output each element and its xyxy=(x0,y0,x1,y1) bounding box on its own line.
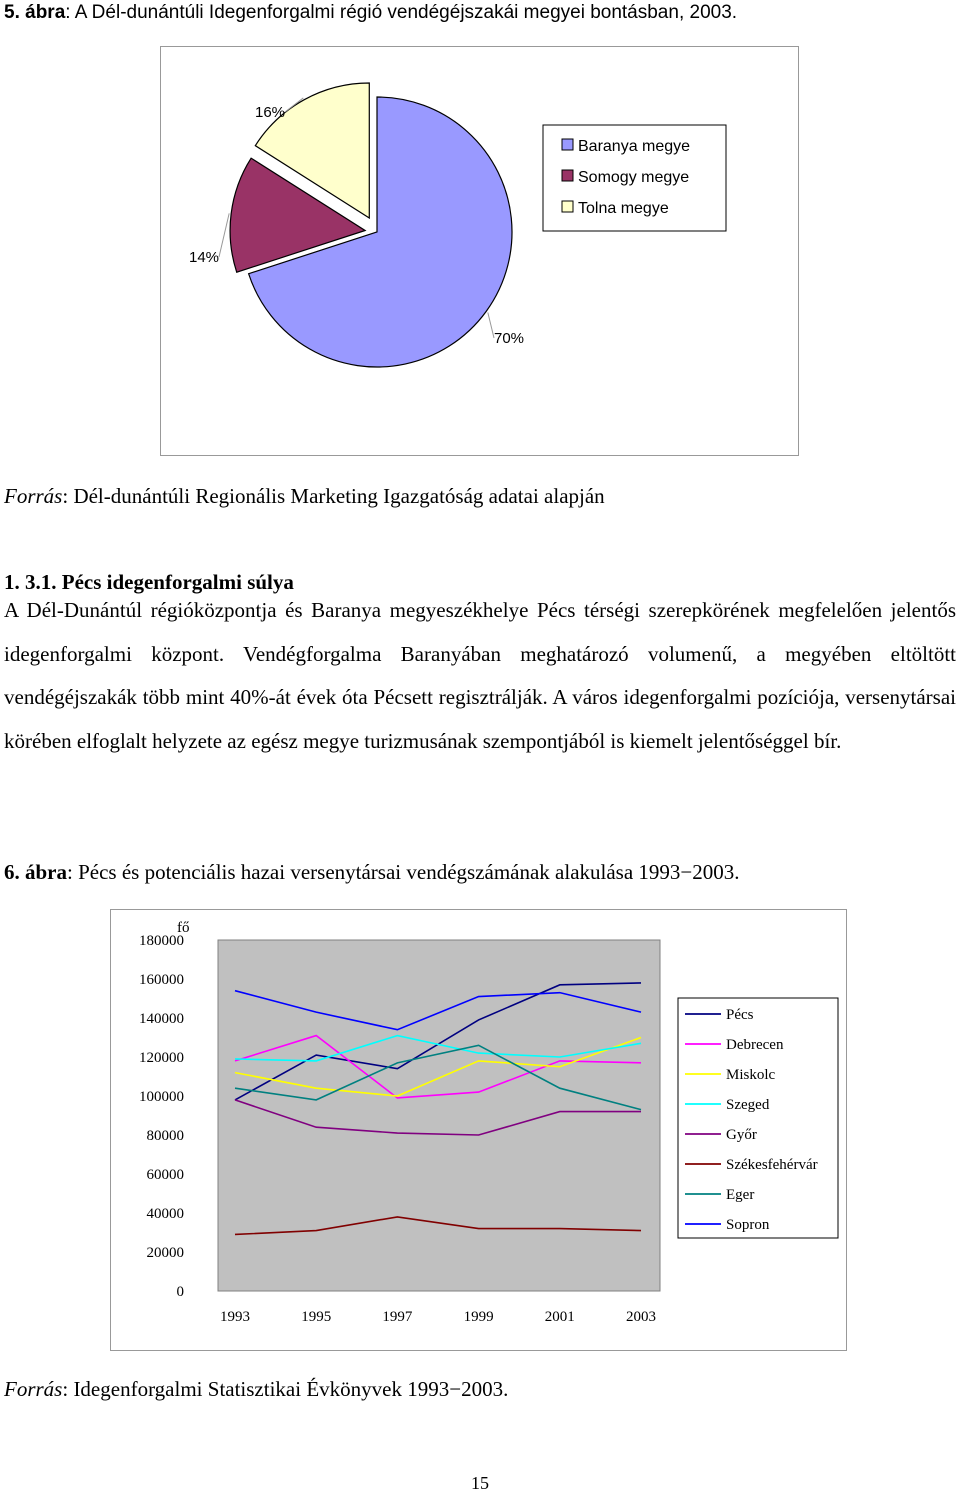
figure-6-label: 6. ábra xyxy=(4,860,67,884)
y-tick-label: 40000 xyxy=(146,1206,184,1222)
source-2-label: Forrás xyxy=(4,1377,63,1401)
source-2-text: : Idegenforgalmi Statisztikai Évkönyvek 1993−2003. xyxy=(62,1377,509,1401)
pie-legend xyxy=(543,125,726,231)
legend-label-pecs: Pécs xyxy=(726,1007,754,1023)
pie-legend-label-baranya-megye: Baranya megye xyxy=(578,138,691,155)
y-tick-label: 20000 xyxy=(146,1245,184,1261)
y-tick-label: 160000 xyxy=(139,972,184,988)
y-tick-label: 80000 xyxy=(146,1128,184,1144)
pie-legend-swatch-somogy-megye xyxy=(562,170,573,181)
x-tick-label: 1993 xyxy=(220,1309,250,1325)
source-1-label: Forrás xyxy=(4,484,63,508)
x-tick-label: 1997 xyxy=(382,1309,413,1325)
pie-data-label-somogy-megye: 14% xyxy=(189,249,220,266)
pie-legend-swatch-baranya-megye xyxy=(562,139,573,150)
figure-6-title xyxy=(4,860,740,885)
section-heading: 1. 3.1. Pécs idegenforgalmi súlya xyxy=(4,570,294,594)
x-tick-label: 1999 xyxy=(463,1309,494,1325)
plot-area xyxy=(218,940,660,1291)
pie-chart xyxy=(161,47,798,455)
x-tick-label: 2003 xyxy=(626,1309,656,1325)
pie-data-label-tolna-megye: 16% xyxy=(255,104,286,121)
y-tick-label: 180000 xyxy=(139,933,184,949)
pie-data-label-baranya-megye: 70% xyxy=(494,330,525,347)
legend-label-sopron: Sopron xyxy=(726,1217,770,1233)
line-legend-box xyxy=(678,998,838,1238)
y-tick-label: 120000 xyxy=(139,1050,184,1066)
legend-label-eger: Eger xyxy=(726,1187,755,1203)
figure-5-title xyxy=(4,2,737,24)
x-tick-label: 1995 xyxy=(301,1309,332,1325)
y-tick-label: 140000 xyxy=(139,1011,184,1027)
y-tick-label: 60000 xyxy=(146,1167,184,1183)
section-paragraph: A Dél-Dunántúl régióközpontja és Baranya megyeszékhelye Pécs térségi szerepkörének megfelelően jelentős idegenforgalmi központ. Vendégforgalma Baranyában meghatározó volumenű, a megyében eltöltött vendégéjszakák több mint 40%-át évek óta Pécsett regisztrálják. A város idegenforgalmi pozíciója, versenytársai körében elfoglalt helyzete az egész megye turizmusának szempontjából is kiemelt jelentőséggel bír. xyxy=(4,598,956,753)
y-tick-label: 100000 xyxy=(139,1089,184,1105)
line-chart xyxy=(111,910,846,1350)
line-legend xyxy=(678,998,838,1238)
y-tick-label: 0 xyxy=(176,1284,184,1300)
legend-label-debrecen: Debrecen xyxy=(726,1037,784,1053)
x-tick-label: 2001 xyxy=(544,1309,575,1325)
source-1 xyxy=(4,484,605,509)
source-2 xyxy=(4,1377,508,1402)
page-number: 15 xyxy=(471,1473,489,1493)
pie-chart-frame xyxy=(160,46,799,456)
y-axis-unit: fő xyxy=(177,920,190,936)
legend-label-szeged: Szeged xyxy=(726,1097,770,1113)
line-chart-frame xyxy=(110,909,847,1351)
pie-legend-label-tolna-megye: Tolna megye xyxy=(578,200,669,217)
pie-leader-line xyxy=(219,213,229,257)
figure-6-caption: : Pécs és potenciális hazai versenytársai vendégszámának alakulása 1993−2003. xyxy=(67,860,740,884)
legend-label-miskolc: Miskolc xyxy=(726,1067,776,1083)
source-1-text: : Dél-dunántúli Regionális Marketing Igazgatóság adatai alapján xyxy=(62,484,605,508)
figure-5-label: 5. ábra xyxy=(4,2,66,23)
legend-label-gyor: Győr xyxy=(726,1127,757,1143)
legend-label-szekesfehervar: Székesfehérvár xyxy=(726,1157,818,1173)
figure-5-caption: : A Dél-dunántúli Idegenforgalmi régió vendégéjszakái megyei bontásban, 2003. xyxy=(65,2,738,23)
pie-legend-label-somogy-megye: Somogy megye xyxy=(578,169,690,186)
pie-legend-swatch-tolna-megye xyxy=(562,201,573,212)
